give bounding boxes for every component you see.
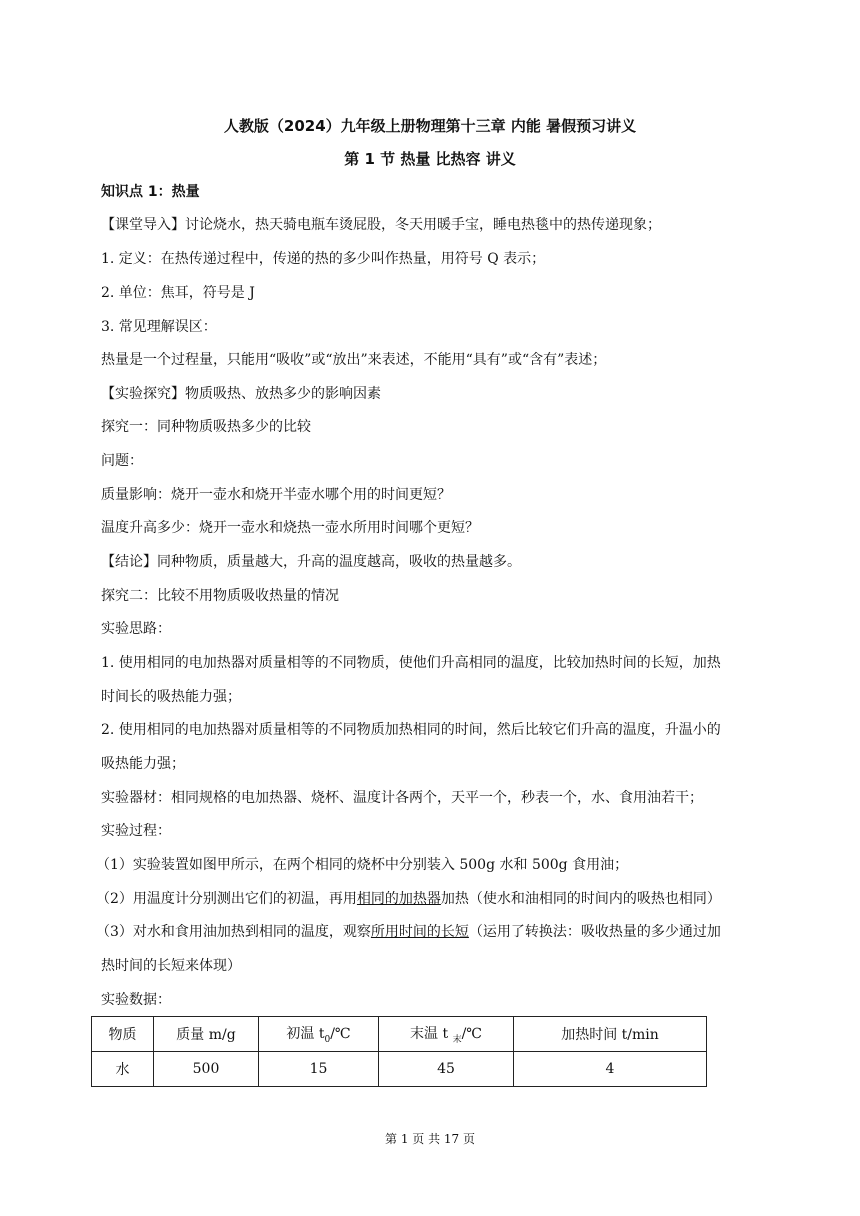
paragraph-intro: 【课堂导入】讨论烧水，热天骑电瓶车烫屁股，冬天用暖手宝，睡电热毯中的热传递现象； xyxy=(101,217,661,233)
step3-underlined: 所用时间的长短 xyxy=(370,924,469,940)
table-header-cell xyxy=(259,1017,379,1052)
table-cell: 15 xyxy=(259,1052,379,1087)
step2-text: （2）用温度计分别测出它们的初温，再用 xyxy=(96,891,357,907)
paragraph-data-label: 实验数据： xyxy=(101,992,171,1008)
header-unit: /℃ xyxy=(330,1026,351,1043)
paragraph-idea2: 2. 使用相同的电加热器对质量相等的不同物质加热相同的时间，然后比较它们升高的温度，升温小的 xyxy=(101,722,721,738)
table-cell: 45 xyxy=(379,1052,514,1087)
table-header-cell: 加热时间 t/min xyxy=(514,1017,707,1052)
step2-text-end: 加热（使水和油相同的时间内的吸热也相同） xyxy=(440,891,721,907)
paragraph-step3 xyxy=(96,921,756,941)
paragraph-equipment: 实验器材：相同规格的电加热器、烧杯、温度计各两个，天平一个，秒表一个，水、食用油若干； xyxy=(101,790,703,806)
paragraph-step1: （1）实验装置如图甲所示，在两个相同的烧杯中分别装入 500g 水和 500g 食用油； xyxy=(96,857,629,873)
paragraph-conclusion: 【结论】同种物质，质量越大，升高的温度越高，吸收的热量越多。 xyxy=(101,554,521,570)
table-row xyxy=(92,1052,707,1087)
header-text: 末温 t xyxy=(410,1026,453,1043)
paragraph-idea2-cont: 吸热能力强； xyxy=(101,756,185,772)
knowledge-point-heading: 知识点 1：热量 xyxy=(101,184,200,200)
step2-underlined: 相同的加热器 xyxy=(356,891,441,907)
header-subscript: 0 xyxy=(324,1034,331,1045)
table-cell: 4 xyxy=(514,1052,707,1087)
table-header-row xyxy=(92,1017,707,1052)
header-subscript: 末 xyxy=(452,1034,462,1045)
paragraph-definition: 1. 定义：在热传递过程中，传递的热的多少叫作热量，用符号 Q 表示； xyxy=(101,251,546,267)
paragraph-question: 问题： xyxy=(101,453,143,469)
table-cell: 水 xyxy=(92,1052,154,1087)
header-text: 初温 t xyxy=(286,1026,325,1043)
data-table xyxy=(91,1016,707,1087)
paragraph-idea1: 1. 使用相同的电加热器对质量相等的不同物质，使他们升高相同的温度，比较加热时间的长短，加热 xyxy=(101,655,721,671)
table-header-cell: 质量 m/g xyxy=(154,1017,259,1052)
paragraph-step2 xyxy=(96,888,756,908)
step3-text: （3）对水和食用油加热到相同的温度，观察 xyxy=(96,924,371,940)
paragraph-unit: 2. 单位：焦耳，符号是 J xyxy=(101,285,255,301)
paragraph-mass-effect: 质量影响：烧开一壶水和烧开半壶水哪个用的时间更短？ xyxy=(101,487,451,503)
paragraph-temp-effect: 温度升高多少：烧开一壶水和烧热一壶水所用时间哪个更短？ xyxy=(101,520,479,536)
step3-text-end: （运用了转换法：吸收热量的多少通过加 xyxy=(468,924,721,940)
table-header-cell: 物质 xyxy=(92,1017,154,1052)
paragraph-step3-cont: 热时间的长短来体现） xyxy=(101,958,241,974)
document-title: 人教版（2024）九年级上册物理第十三章 内能 暑假预习讲义 xyxy=(223,117,637,135)
paragraph-process: 实验过程： xyxy=(101,823,171,839)
paragraph-idea1-cont: 时间长的吸热能力强； xyxy=(101,689,241,705)
page-footer: 第 1 页 共 17 页 xyxy=(385,1132,475,1146)
paragraph-process-quantity: 热量是一个过程量，只能用“吸收”或“放出”来表述，不能用“具有”或“含有”表述； xyxy=(101,352,607,368)
table-header-cell xyxy=(379,1017,514,1052)
paragraph-idea: 实验思路： xyxy=(101,621,171,637)
header-unit: /℃ xyxy=(461,1026,482,1043)
paragraph-explore1: 探究一：同种物质吸热多少的比较 xyxy=(101,419,311,435)
paragraph-explore2: 探究二：比较不用物质吸收热量的情况 xyxy=(101,588,339,604)
table-cell: 500 xyxy=(154,1052,259,1087)
paragraph-misconception: 3. 常见理解误区： xyxy=(101,319,217,335)
paragraph-experiment: 【实验探究】物质吸热、放热多少的影响因素 xyxy=(101,386,381,402)
section-title: 第 1 节 热量 比热容 讲义 xyxy=(344,150,516,168)
